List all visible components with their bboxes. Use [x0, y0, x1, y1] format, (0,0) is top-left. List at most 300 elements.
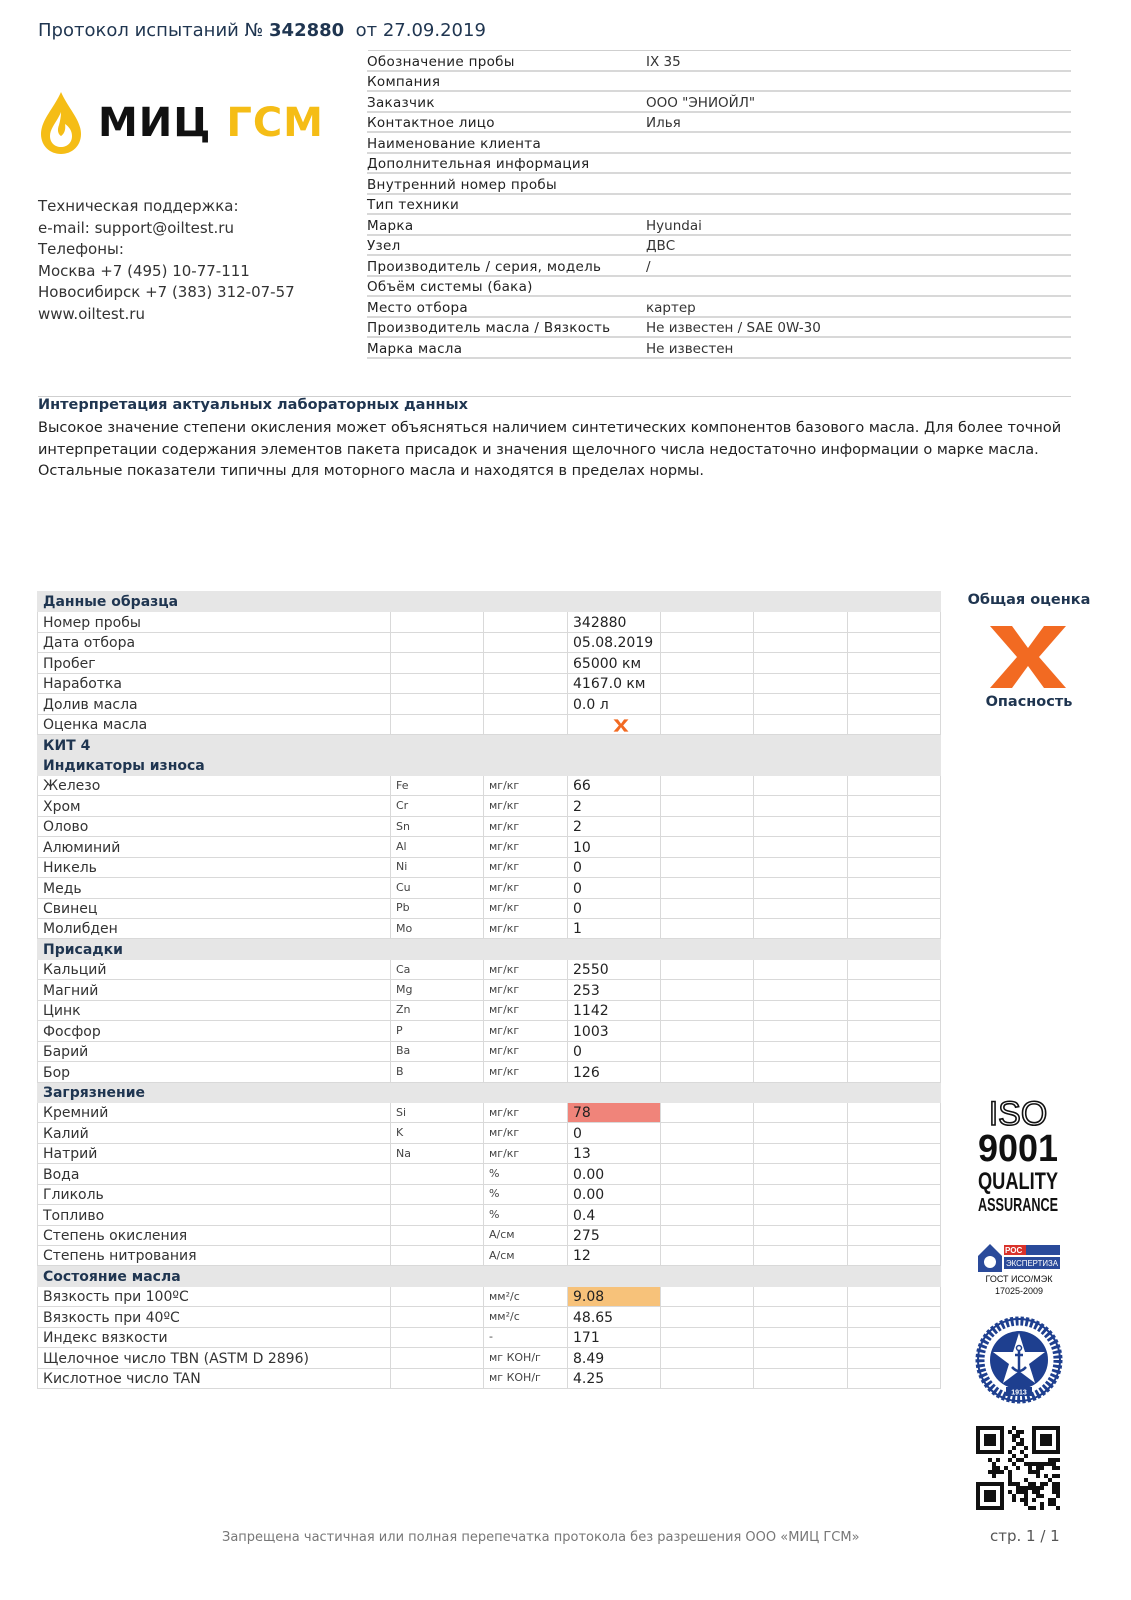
empty-cell — [754, 612, 848, 632]
row-value: 0 — [568, 898, 661, 918]
section-cell — [848, 592, 941, 612]
section-cell — [848, 735, 941, 755]
row-symbol: Al — [391, 837, 484, 857]
table-row — [38, 1286, 941, 1306]
row-label: Молибден — [38, 919, 391, 939]
info-value: ДВС — [646, 238, 676, 254]
empty-cell — [661, 980, 754, 1000]
row-label: Свинец — [38, 898, 391, 918]
info-row — [367, 277, 1071, 298]
row-unit: А/см — [484, 1246, 568, 1266]
table-row — [38, 1327, 941, 1347]
empty-cell — [391, 653, 484, 673]
empty-cell — [848, 1225, 941, 1245]
register-seal-icon — [976, 1317, 1062, 1403]
info-row — [367, 318, 1071, 339]
info-row — [367, 236, 1071, 257]
section-title: КИТ 4 — [38, 735, 391, 755]
row-symbol — [391, 1225, 484, 1245]
phones-label: Телефоны: — [38, 240, 124, 259]
section-cell — [391, 592, 484, 612]
empty-cell — [848, 1000, 941, 1020]
row-label: Кальций — [38, 959, 391, 979]
row-unit: мг/кг — [484, 1143, 568, 1163]
row-symbol: P — [391, 1021, 484, 1041]
row-unit: % — [484, 1184, 568, 1204]
row-symbol: Mo — [391, 919, 484, 939]
table-row — [38, 1062, 941, 1082]
row-value: 65000 км — [568, 653, 661, 673]
empty-cell — [848, 673, 941, 693]
logo-text — [98, 100, 324, 146]
empty-cell — [848, 1246, 941, 1266]
table-section-row — [38, 1082, 941, 1102]
empty-cell — [391, 612, 484, 632]
section-cell — [848, 939, 941, 959]
empty-cell — [484, 714, 568, 734]
row-value: 4.25 — [568, 1368, 661, 1388]
table-row — [38, 673, 941, 693]
table-row — [38, 898, 941, 918]
row-value: 0 — [568, 1123, 661, 1143]
overall-status: Опасность — [985, 694, 1073, 710]
empty-cell — [661, 1021, 754, 1041]
row-label: Дата отбора — [38, 632, 391, 652]
row-symbol — [391, 1307, 484, 1327]
empty-cell — [661, 1102, 754, 1122]
empty-cell — [848, 898, 941, 918]
ros-line1: РОС — [1005, 1246, 1023, 1255]
info-value: Hyundai — [646, 217, 702, 234]
empty-cell — [661, 653, 754, 673]
row-symbol: K — [391, 1123, 484, 1143]
section-cell — [754, 592, 848, 612]
row-label: Цинк — [38, 1000, 391, 1020]
section-cell — [391, 939, 484, 959]
info-row — [367, 51, 1071, 72]
table-row — [38, 1041, 941, 1061]
row-value: 4167.0 км — [568, 673, 661, 693]
empty-cell — [754, 1307, 848, 1327]
empty-cell — [754, 775, 848, 795]
empty-cell — [754, 1368, 848, 1388]
empty-cell — [754, 959, 848, 979]
row-symbol: B — [391, 1062, 484, 1082]
table-row — [38, 1225, 941, 1245]
section-cell — [391, 1082, 484, 1102]
row-label: Вязкость при 40ºC — [38, 1307, 391, 1327]
empty-cell — [661, 673, 754, 693]
row-value: 171 — [568, 1327, 661, 1347]
empty-cell — [661, 775, 754, 795]
empty-cell — [848, 1041, 941, 1061]
empty-cell — [848, 980, 941, 1000]
row-label: Вода — [38, 1164, 391, 1184]
iso-line2: 9001 — [978, 1128, 1058, 1170]
table-row — [38, 1184, 941, 1204]
row-symbol: Ni — [391, 857, 484, 877]
section-cell — [391, 755, 484, 775]
empty-cell — [661, 898, 754, 918]
empty-cell — [848, 653, 941, 673]
row-symbol — [391, 1164, 484, 1184]
empty-cell — [754, 1164, 848, 1184]
row-symbol: Fe — [391, 775, 484, 795]
empty-cell — [848, 694, 941, 714]
info-row — [367, 338, 1071, 359]
row-value: 9.08 — [568, 1286, 661, 1306]
website-link[interactable]: www.oiltest.ru — [38, 304, 145, 323]
row-value: 2 — [568, 796, 661, 816]
table-section-row — [38, 755, 941, 775]
info-label: Компания — [367, 74, 441, 90]
section-title: Индикаторы износа — [38, 755, 391, 775]
iso-9001-badge — [976, 1095, 1060, 1217]
empty-cell — [661, 1041, 754, 1061]
empty-cell — [754, 837, 848, 857]
row-label: Степень окисления — [38, 1225, 391, 1245]
empty-cell — [391, 714, 484, 734]
table-row — [38, 1123, 941, 1143]
table-section-row — [38, 939, 941, 959]
empty-cell — [484, 632, 568, 652]
row-unit: мг/кг — [484, 959, 568, 979]
row-symbol: Sn — [391, 816, 484, 836]
section-cell — [391, 1266, 484, 1286]
empty-cell — [484, 673, 568, 693]
empty-cell — [754, 653, 848, 673]
empty-cell — [848, 632, 941, 652]
section-cell — [484, 939, 568, 959]
empty-cell — [661, 1286, 754, 1306]
row-label: Оценка масла — [38, 714, 391, 734]
table-row — [38, 775, 941, 795]
row-symbol — [391, 1246, 484, 1266]
empty-cell — [754, 1021, 848, 1041]
section-cell — [568, 1082, 661, 1102]
row-unit: мг/кг — [484, 796, 568, 816]
row-symbol — [391, 1286, 484, 1306]
info-label: Наименование клиента — [367, 135, 542, 152]
logo-part2: ГСМ — [226, 100, 324, 146]
row-value: 1 — [568, 919, 661, 939]
row-unit: мм²/с — [484, 1307, 568, 1327]
interpretation-text: Высокое значение степени окисления может объясняться наличием синтетических компонентов базового масла. Для более точной интерпретации содержания элементов пакета присадок и значения щелочного числа недостаточно информации о марке масла. Остальные показатели типичны для моторного масла и находятся в пределах нормы. — [38, 420, 1062, 480]
info-row — [367, 215, 1071, 236]
empty-cell — [848, 1062, 941, 1082]
row-unit: мм²/с — [484, 1286, 568, 1306]
row-unit: мг/кг — [484, 1062, 568, 1082]
row-unit: А/см — [484, 1225, 568, 1245]
empty-cell — [754, 714, 848, 734]
row-unit: мг/кг — [484, 1123, 568, 1143]
iso-line1: ISO — [988, 1095, 1048, 1133]
empty-cell — [848, 1184, 941, 1204]
row-value: 342880 — [568, 612, 661, 632]
row-value: 126 — [568, 1062, 661, 1082]
info-row — [367, 92, 1071, 113]
phone-novosibirsk: Новосибирск +7 (383) 312-07-57 — [38, 283, 295, 302]
empty-cell — [848, 1164, 941, 1184]
empty-cell — [848, 1327, 941, 1347]
table-row — [38, 632, 941, 652]
empty-cell — [754, 1225, 848, 1245]
row-unit: мг/кг — [484, 1021, 568, 1041]
empty-cell — [391, 694, 484, 714]
footer-text: Запрещена частичная или полная перепечатка протокола без разрешения ООО «МИЦ ГСМ» — [222, 1530, 860, 1545]
empty-cell — [391, 632, 484, 652]
row-unit: мг/кг — [484, 1041, 568, 1061]
section-title: Данные образца — [38, 592, 391, 612]
empty-cell — [661, 959, 754, 979]
empty-cell — [848, 878, 941, 898]
support-block — [38, 196, 295, 326]
info-label: Производитель / серия, модель — [367, 258, 602, 275]
empty-cell — [754, 1123, 848, 1143]
empty-cell — [661, 612, 754, 632]
row-value: 05.08.2019 — [568, 632, 661, 652]
row-value: 0.4 — [568, 1205, 661, 1225]
empty-cell — [661, 1246, 754, 1266]
empty-cell — [754, 919, 848, 939]
empty-cell — [754, 673, 848, 693]
support-label: Техническая поддержка: — [38, 197, 239, 215]
row-value: 78 — [568, 1102, 661, 1122]
empty-cell — [848, 775, 941, 795]
section-cell — [484, 755, 568, 775]
protocol-date: от 27.09.2019 — [355, 20, 486, 41]
row-unit: % — [484, 1205, 568, 1225]
empty-cell — [661, 1205, 754, 1225]
interpretation-title: Интерпретация актуальных лабораторных данных — [38, 397, 468, 413]
row-value: 0.00 — [568, 1164, 661, 1184]
table-row — [38, 1205, 941, 1225]
empty-cell — [754, 632, 848, 652]
section-cell — [484, 1266, 568, 1286]
row-unit: мг КОН/г — [484, 1368, 568, 1388]
qr-code-icon[interactable] — [976, 1426, 1060, 1510]
section-cell — [661, 755, 754, 775]
table-row — [38, 959, 941, 979]
empty-cell — [661, 1143, 754, 1163]
ros-line2: ЭКСПЕРТИЗА — [1006, 1259, 1059, 1268]
oil-drop-icon — [38, 90, 84, 156]
row-value: 0.00 — [568, 1184, 661, 1204]
info-row — [367, 113, 1071, 134]
ros-expertiza-badge — [976, 1242, 1062, 1298]
title-prefix: Протокол испытаний № — [38, 20, 264, 41]
empty-cell — [848, 816, 941, 836]
info-value: Не известен / SAE 0W-30 — [646, 320, 821, 336]
row-symbol: Si — [391, 1102, 484, 1122]
row-unit: мг/кг — [484, 816, 568, 836]
empty-cell — [754, 816, 848, 836]
section-cell — [848, 755, 941, 775]
info-label: Тип техники — [367, 197, 460, 213]
row-unit: мг/кг — [484, 775, 568, 795]
protocol-title — [38, 20, 486, 41]
row-unit: % — [484, 1164, 568, 1184]
empty-cell — [661, 878, 754, 898]
row-label: Олово — [38, 816, 391, 836]
row-label: Натрий — [38, 1143, 391, 1163]
empty-cell — [754, 898, 848, 918]
section-cell — [484, 1082, 568, 1102]
row-unit: мг/кг — [484, 1000, 568, 1020]
table-row — [38, 816, 941, 836]
empty-cell — [754, 878, 848, 898]
empty-cell — [484, 653, 568, 673]
row-value: 2 — [568, 816, 661, 836]
section-cell — [754, 735, 848, 755]
row-label: Щелочное число TBN (ASTM D 2896) — [38, 1348, 391, 1368]
x-danger-icon — [988, 624, 1068, 690]
row-symbol: Ca — [391, 959, 484, 979]
row-value: 0 — [568, 878, 661, 898]
table-section-row — [38, 592, 941, 612]
row-label: Наработка — [38, 673, 391, 693]
empty-cell — [661, 1348, 754, 1368]
page-number: стр. 1 / 1 — [990, 1527, 1060, 1545]
section-title: Загрязнение — [38, 1082, 391, 1102]
phone-moscow: Москва +7 (495) 10-77-111 — [38, 261, 250, 280]
info-value: Не известен — [646, 340, 734, 357]
info-label: Заказчик — [367, 94, 435, 111]
row-label: Бор — [38, 1062, 391, 1082]
row-unit: мг/кг — [484, 857, 568, 877]
row-label: Номер пробы — [38, 612, 391, 632]
row-symbol: Ba — [391, 1041, 484, 1061]
empty-cell — [661, 857, 754, 877]
table-row — [38, 1348, 941, 1368]
info-value: IX 35 — [646, 53, 681, 70]
empty-cell — [754, 1205, 848, 1225]
empty-cell — [484, 612, 568, 632]
empty-cell — [661, 919, 754, 939]
info-label: Объём системы (бака) — [367, 279, 533, 295]
row-symbol: Mg — [391, 980, 484, 1000]
empty-cell — [848, 1368, 941, 1388]
empty-cell — [754, 796, 848, 816]
empty-cell — [391, 673, 484, 693]
row-value: 48.65 — [568, 1307, 661, 1327]
empty-cell — [754, 1143, 848, 1163]
empty-cell — [754, 1102, 848, 1122]
table-row — [38, 980, 941, 1000]
section-cell — [848, 1082, 941, 1102]
info-value: картер — [646, 299, 696, 316]
row-symbol: Pb — [391, 898, 484, 918]
info-row — [367, 72, 1071, 93]
empty-cell — [661, 1225, 754, 1245]
empty-cell — [848, 796, 941, 816]
row-label: Магний — [38, 980, 391, 1000]
info-value: Илья — [646, 115, 681, 131]
section-title: Состояние масла — [38, 1266, 391, 1286]
table-row — [38, 1307, 941, 1327]
row-value — [568, 714, 661, 734]
row-symbol — [391, 1184, 484, 1204]
empty-cell — [661, 1164, 754, 1184]
row-value: 275 — [568, 1225, 661, 1245]
row-label: Топливо — [38, 1205, 391, 1225]
empty-cell — [661, 796, 754, 816]
row-unit: - — [484, 1327, 568, 1347]
section-cell — [754, 939, 848, 959]
table-row — [38, 694, 941, 714]
table-row — [38, 612, 941, 632]
empty-cell — [484, 694, 568, 714]
row-label: Пробег — [38, 653, 391, 673]
empty-cell — [848, 837, 941, 857]
row-value: 253 — [568, 980, 661, 1000]
row-label: Степень нитрования — [38, 1246, 391, 1266]
empty-cell — [661, 1123, 754, 1143]
section-cell — [661, 1266, 754, 1286]
row-label: Кремний — [38, 1102, 391, 1122]
section-cell — [484, 592, 568, 612]
table-row — [38, 837, 941, 857]
empty-cell — [661, 1184, 754, 1204]
section-title: Присадки — [38, 939, 391, 959]
table-row — [38, 857, 941, 877]
empty-cell — [661, 694, 754, 714]
row-value: 0 — [568, 857, 661, 877]
info-label: Производитель масла / Вязкость — [367, 320, 611, 336]
section-cell — [661, 939, 754, 959]
section-cell — [754, 755, 848, 775]
empty-cell — [754, 1286, 848, 1306]
info-row — [367, 297, 1071, 318]
section-cell — [848, 1266, 941, 1286]
row-symbol — [391, 1327, 484, 1347]
section-cell — [568, 592, 661, 612]
iso-line3: QUALITY — [978, 1168, 1058, 1195]
info-row — [367, 195, 1071, 216]
table-row — [38, 1143, 941, 1163]
table-row — [38, 1000, 941, 1020]
section-cell — [391, 735, 484, 755]
empty-cell — [661, 1062, 754, 1082]
table-section-row — [38, 735, 941, 755]
row-unit: мг/кг — [484, 919, 568, 939]
table-row — [38, 1246, 941, 1266]
row-value: 1003 — [568, 1021, 661, 1041]
empty-cell — [848, 959, 941, 979]
iso-line4: ASSURANCE — [978, 1195, 1058, 1215]
empty-cell — [754, 1041, 848, 1061]
table-row — [38, 1102, 941, 1122]
info-label: Дополнительная информация — [367, 156, 590, 172]
logo-part1: МИЦ — [98, 100, 212, 146]
empty-cell — [661, 632, 754, 652]
empty-cell — [754, 694, 848, 714]
row-unit: мг/кг — [484, 898, 568, 918]
support-email[interactable]: e-mail: support@oiltest.ru — [38, 218, 234, 237]
row-unit: мг/кг — [484, 837, 568, 857]
empty-cell — [848, 919, 941, 939]
table-row — [38, 653, 941, 673]
empty-cell — [661, 714, 754, 734]
sample-info-table — [367, 51, 1071, 359]
table-section-row — [38, 1266, 941, 1286]
row-value: 0 — [568, 1041, 661, 1061]
empty-cell — [848, 1143, 941, 1163]
empty-cell — [848, 857, 941, 877]
row-label: Никель — [38, 857, 391, 877]
table-row — [38, 714, 941, 734]
row-unit: мг/кг — [484, 980, 568, 1000]
